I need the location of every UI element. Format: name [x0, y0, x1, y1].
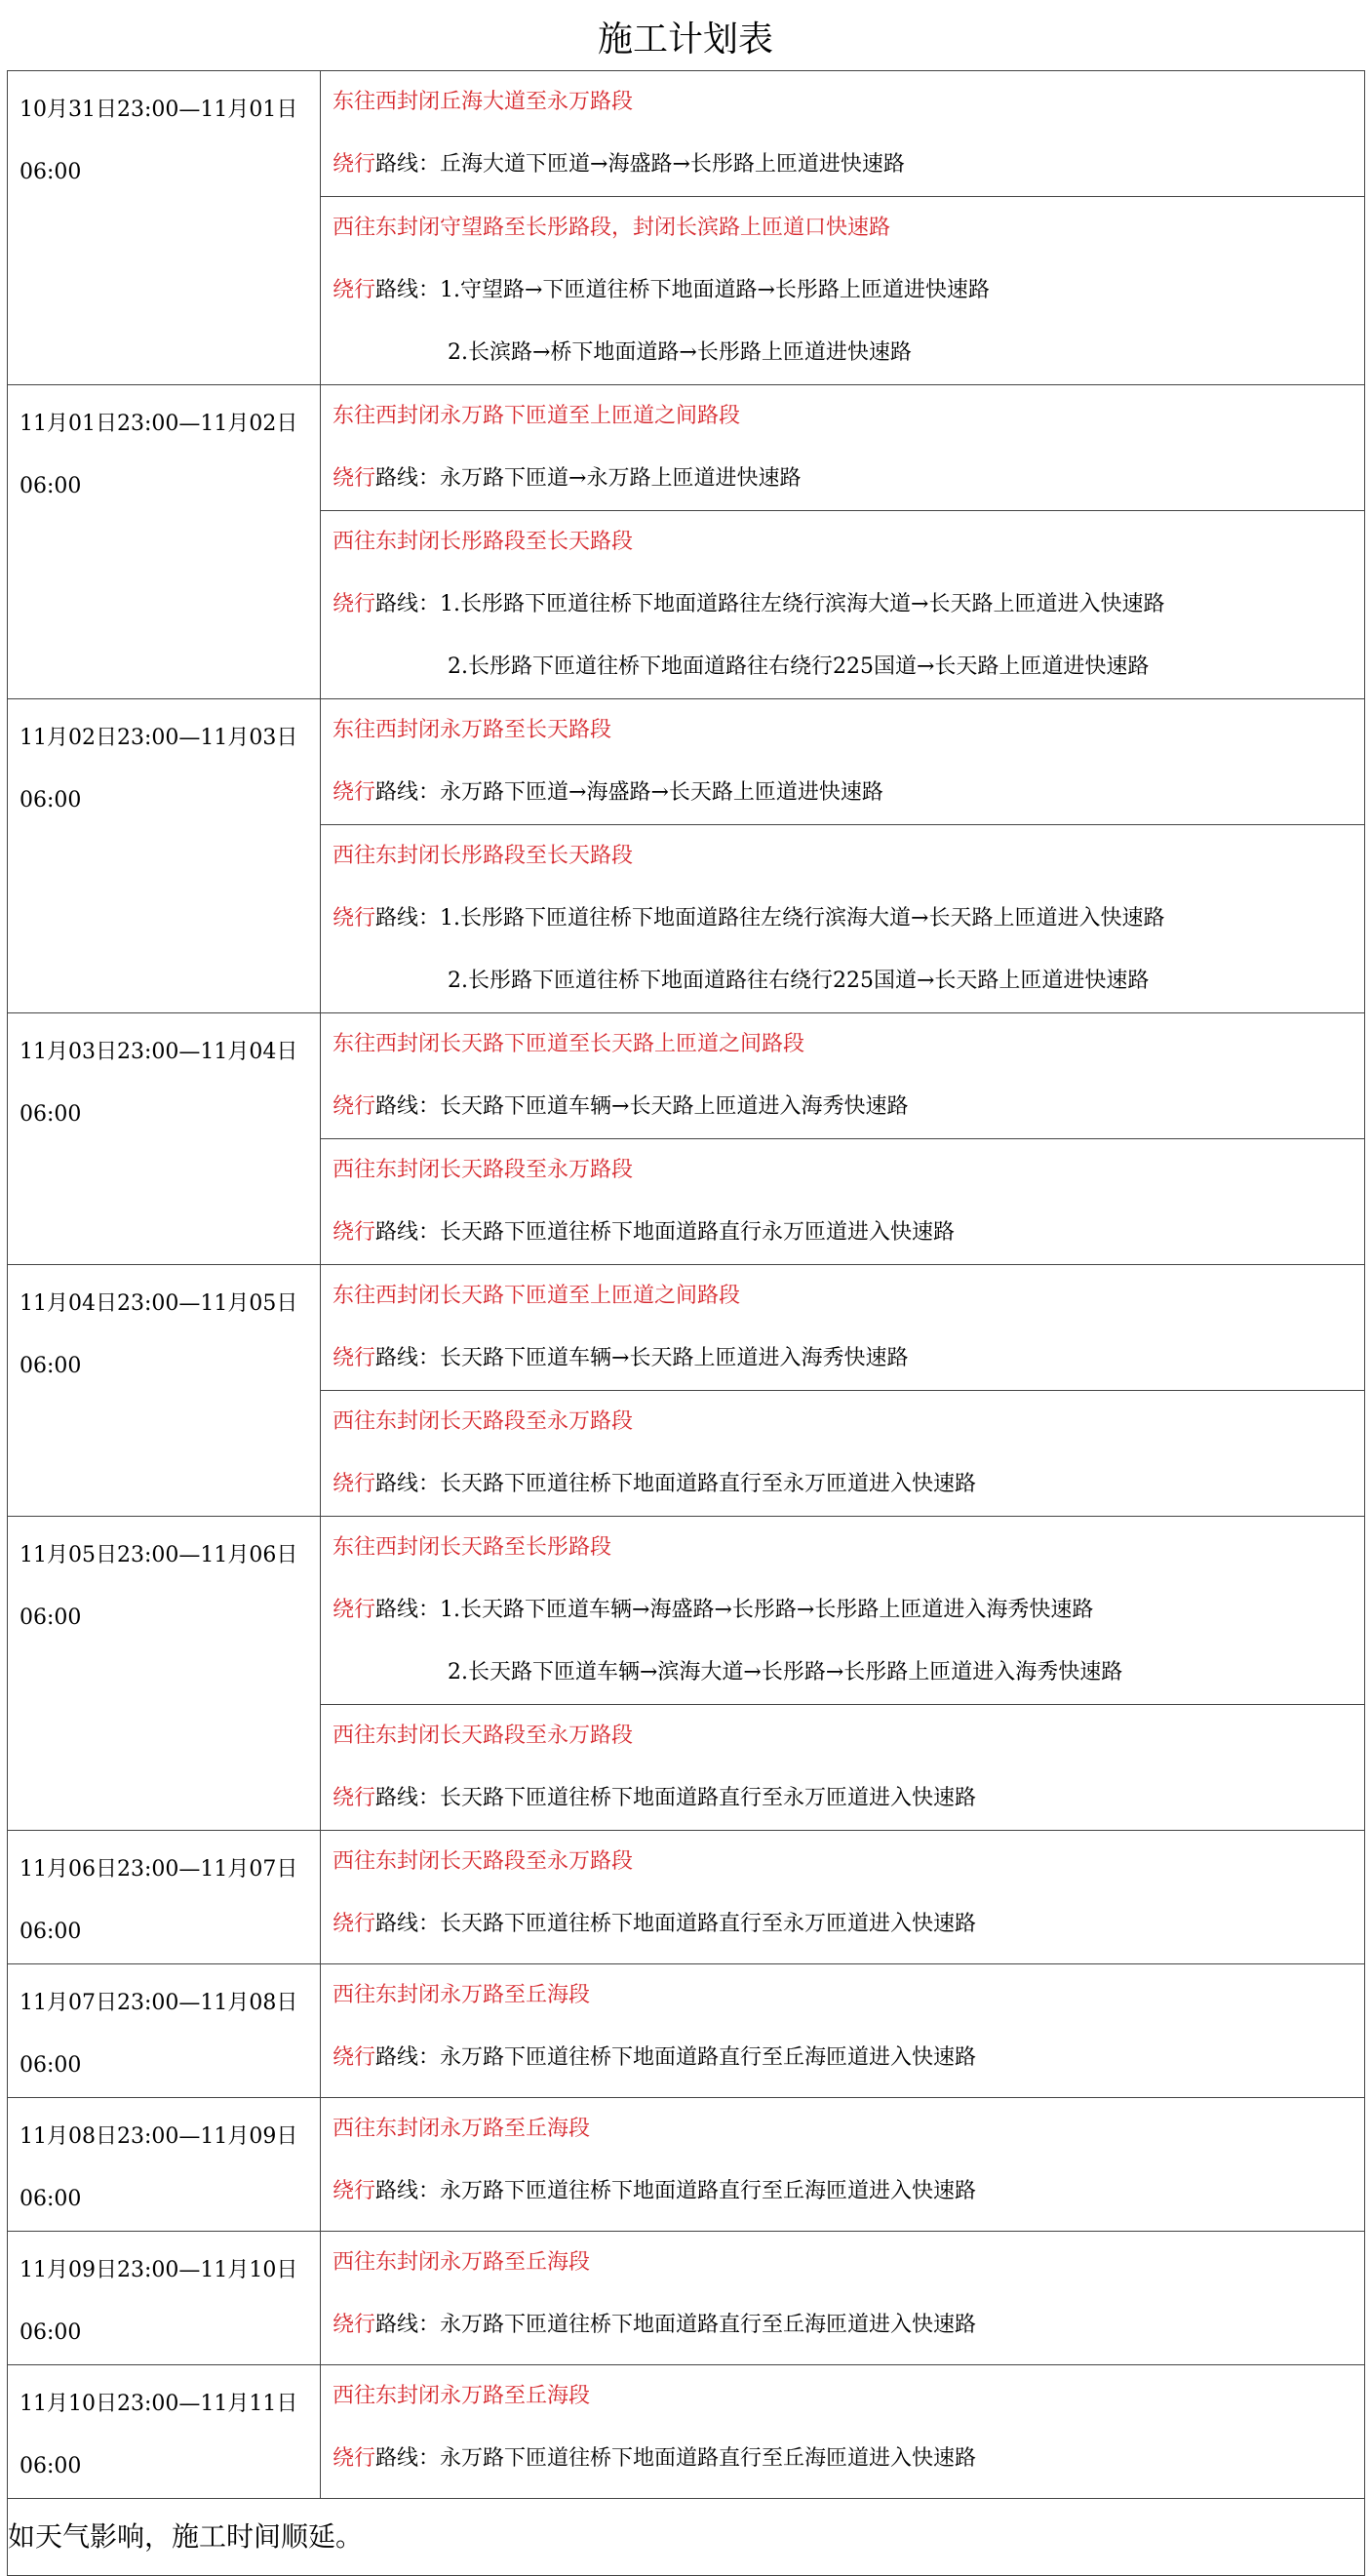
date-cell [8, 2365, 321, 2499]
route-cell [321, 1391, 1365, 1517]
detour-route-line [321, 950, 1364, 1012]
closure-text: 东往西封闭长天路下匝道至上匝道之间路段 [333, 1284, 741, 1308]
detour-label: 绕行 [333, 1912, 376, 1936]
date-range: 11月06日23:00—11月07日06:00 [20, 1857, 298, 1944]
detour-route-text: 1.长彤路下匝道往桥下地面道路往左绕行滨海大道→长天路上匝道进入快速路 [440, 906, 1165, 931]
route-cell [321, 1517, 1365, 1705]
detour-route-text: 2.长天路下匝道车辆→滨海大道→长彤路→长彤路上匝道进入海秀快速路 [448, 1660, 1123, 1684]
closure-text: 西往东封闭长天路段至永万路段 [333, 1849, 634, 1874]
closure-text: 西往东封闭永万路至丘海段 [333, 2384, 591, 2408]
detour-route-text: 长天路下匝道往桥下地面道路直行至永万匝道进入快速路 [440, 1472, 977, 1496]
detour-route-text: 长天路下匝道车辆→长天路上匝道进入海秀快速路 [440, 1346, 909, 1370]
detour-route-line [321, 574, 1364, 636]
detour-suffix: 路线： [375, 2313, 441, 2337]
date-range: 11月10日23:00—11月11日06:00 [20, 2392, 298, 2478]
detour-route-text: 2.长彤路下匝道往桥下地面道路往右绕行225国道→长天路上匝道进快速路 [448, 654, 1150, 679]
closure-text: 东往西封闭永万路下匝道至上匝道之间路段 [333, 404, 741, 428]
detour-label: 绕行 [333, 906, 376, 931]
schedule-row [8, 1517, 1365, 1705]
detour-route-text: 永万路下匝道往桥下地面道路直行至丘海匝道进入快速路 [440, 2446, 977, 2471]
detour-label: 绕行 [333, 592, 376, 616]
detour-suffix: 路线： [375, 1094, 441, 1119]
detour-label: 绕行 [333, 1346, 376, 1370]
route-cell [321, 1831, 1365, 1964]
detour-route-text: 长天路下匝道往桥下地面道路直行至永万匝道进入快速路 [440, 1912, 977, 1936]
date-cell [8, 1013, 321, 1265]
detour-suffix: 路线： [375, 1220, 441, 1245]
schedule-row [8, 1964, 1365, 2098]
detour-label: 绕行 [333, 2446, 376, 2471]
date-range: 11月09日23:00—11月10日06:00 [20, 2258, 298, 2345]
schedule-row [8, 699, 1365, 825]
schedule-row [8, 1013, 1365, 1139]
detour-label: 绕行 [333, 152, 376, 177]
detour-label: 绕行 [333, 2313, 376, 2337]
schedule-row [8, 2365, 1365, 2499]
detour-label: 绕行 [333, 1472, 376, 1496]
detour-route-text: 丘海大道下匝道→海盛路→长彤路上匝道进快速路 [440, 152, 905, 177]
route-cell [321, 1139, 1365, 1265]
date-cell [8, 385, 321, 699]
closure-text: 西往东封闭长天路段至永万路段 [333, 1158, 634, 1182]
date-cell [8, 71, 321, 385]
detour-suffix: 路线： [375, 906, 441, 931]
footer-row [8, 2499, 1365, 2576]
detour-route-text: 1.守望路→下匝道往桥下地面道路→长彤路上匝道进快速路 [440, 278, 990, 302]
route-cell [321, 1964, 1365, 2098]
route-cell [321, 385, 1365, 511]
detour-route-line [321, 1453, 1364, 1516]
detour-label: 绕行 [333, 2045, 376, 2070]
detour-suffix: 路线： [375, 592, 441, 616]
route-cell [321, 1705, 1365, 1831]
route-cell [321, 1265, 1365, 1391]
construction-schedule-table [7, 70, 1365, 2576]
route-cell [321, 699, 1365, 825]
detour-route-text: 永万路下匝道往桥下地面道路直行至丘海匝道进入快速路 [440, 2313, 977, 2337]
closure-text: 西往东封闭长天路段至永万路段 [333, 1724, 634, 1748]
schedule-row [8, 2098, 1365, 2232]
closure-text: 西往东封闭永万路至丘海段 [333, 1983, 591, 2007]
detour-suffix: 路线： [375, 1598, 441, 1622]
detour-suffix: 路线： [375, 1912, 441, 1936]
detour-suffix: 路线： [375, 278, 441, 302]
detour-suffix: 路线： [375, 2179, 441, 2203]
detour-route-line [321, 2027, 1364, 2089]
closure-text: 东往西封闭永万路至长天路段 [333, 718, 612, 742]
schedule-row [8, 1831, 1365, 1964]
date-range: 11月07日23:00—11月08日06:00 [20, 1991, 298, 2078]
date-range: 11月04日23:00—11月05日06:00 [20, 1291, 298, 1378]
detour-route-line [321, 134, 1364, 196]
route-cell [321, 2365, 1365, 2499]
detour-route-line [321, 1328, 1364, 1390]
closure-text: 东往西封闭长天路下匝道至长天路上匝道之间路段 [333, 1032, 805, 1056]
detour-route-line [321, 888, 1364, 950]
detour-route-text: 永万路下匝道→永万路上匝道进快速路 [440, 466, 802, 491]
detour-route-line [321, 1076, 1364, 1138]
detour-label: 绕行 [333, 1786, 376, 1810]
detour-route-line [321, 636, 1364, 698]
detour-suffix: 路线： [375, 780, 441, 805]
schedule-body [8, 71, 1365, 2576]
route-cell [321, 1013, 1365, 1139]
closure-text: 西往东封闭长彤路段至长天路段 [333, 530, 634, 554]
detour-suffix: 路线： [375, 2045, 441, 2070]
detour-suffix: 路线： [375, 1472, 441, 1496]
closure-text: 东往西封闭长天路至长彤路段 [333, 1535, 612, 1560]
detour-label: 绕行 [333, 1094, 376, 1119]
detour-route-line [321, 1202, 1364, 1264]
date-range: 11月08日23:00—11月09日06:00 [20, 2124, 298, 2211]
date-range: 11月01日23:00—11月02日06:00 [20, 412, 298, 498]
detour-label: 绕行 [333, 780, 376, 805]
date-cell [8, 2232, 321, 2365]
date-range: 11月03日23:00—11月04日06:00 [20, 1040, 298, 1127]
footer-note: 如天气影响，施工时间顺延。 [8, 2499, 1365, 2576]
closure-text: 西往东封闭长天路段至永万路段 [333, 1409, 634, 1434]
detour-route-line [321, 1893, 1364, 1956]
detour-route-text: 长天路下匝道车辆→长天路上匝道进入海秀快速路 [440, 1094, 909, 1119]
schedule-row [8, 71, 1365, 197]
detour-label: 绕行 [333, 2179, 376, 2203]
date-cell [8, 1831, 321, 1964]
closure-text: 西往东封闭永万路至丘海段 [333, 2250, 591, 2275]
detour-route-line [321, 2160, 1364, 2223]
date-range: 11月02日23:00—11月03日06:00 [20, 726, 298, 812]
detour-route-text: 1.长彤路下匝道往桥下地面道路往左绕行滨海大道→长天路上匝道进入快速路 [440, 592, 1165, 616]
detour-route-line [321, 448, 1364, 510]
detour-suffix: 路线： [375, 2446, 441, 2471]
detour-route-line [321, 259, 1364, 322]
detour-suffix: 路线： [375, 152, 441, 177]
route-cell [321, 511, 1365, 699]
closure-text: 东往西封闭丘海大道至永万路段 [333, 90, 634, 114]
detour-route-line [321, 322, 1364, 384]
detour-route-line [321, 2294, 1364, 2357]
date-cell [8, 699, 321, 1013]
date-cell [8, 1265, 321, 1517]
detour-route-line [321, 2428, 1364, 2490]
schedule-row [8, 2232, 1365, 2365]
page-title: 施工计划表 [597, 20, 773, 59]
date-cell [8, 1964, 321, 2098]
detour-label: 绕行 [333, 1598, 376, 1622]
detour-route-line [321, 1767, 1364, 1830]
detour-suffix: 路线： [375, 466, 441, 491]
date-range: 11月05日23:00—11月06日06:00 [20, 1543, 298, 1630]
detour-route-text: 永万路下匝道往桥下地面道路直行至丘海匝道进入快速路 [440, 2045, 977, 2070]
detour-route-text: 2.长滨路→桥下地面道路→长彤路上匝道进快速路 [448, 340, 912, 365]
detour-route-text: 1.长天路下匝道车辆→海盛路→长彤路→长彤路上匝道进入海秀快速路 [440, 1598, 1094, 1622]
detour-label: 绕行 [333, 278, 376, 302]
closure-text: 西往东封闭守望路至长彤路段，封闭长滨路上匝道口快速路 [333, 216, 891, 240]
detour-label: 绕行 [333, 1220, 376, 1245]
detour-route-line [321, 762, 1364, 824]
route-cell [321, 2232, 1365, 2365]
route-cell [321, 197, 1365, 385]
closure-text: 西往东封闭长彤路段至长天路段 [333, 844, 634, 868]
detour-suffix: 路线： [375, 1786, 441, 1810]
detour-route-text: 2.长彤路下匝道往桥下地面道路往右绕行225国道→长天路上匝道进快速路 [448, 969, 1150, 993]
date-cell [8, 2098, 321, 2232]
detour-route-text: 长天路下匝道往桥下地面道路直行至永万匝道进入快速路 [440, 1786, 977, 1810]
detour-label: 绕行 [333, 466, 376, 491]
detour-route-line [321, 1579, 1364, 1642]
schedule-row [8, 385, 1365, 511]
route-cell [321, 2098, 1365, 2232]
detour-route-text: 长天路下匝道往桥下地面道路直行永万匝道进入快速路 [440, 1220, 956, 1245]
detour-suffix: 路线： [375, 1346, 441, 1370]
schedule-row [8, 1265, 1365, 1391]
closure-text: 西往东封闭永万路至丘海段 [333, 2117, 591, 2141]
detour-route-text: 永万路下匝道往桥下地面道路直行至丘海匝道进入快速路 [440, 2179, 977, 2203]
route-cell [321, 71, 1365, 197]
detour-route-text: 永万路下匝道→海盛路→长天路上匝道进快速路 [440, 780, 883, 805]
detour-route-line [321, 1642, 1364, 1704]
date-cell [8, 1517, 321, 1831]
route-cell [321, 825, 1365, 1013]
date-range: 10月31日23:00—11月01日06:00 [20, 98, 298, 184]
